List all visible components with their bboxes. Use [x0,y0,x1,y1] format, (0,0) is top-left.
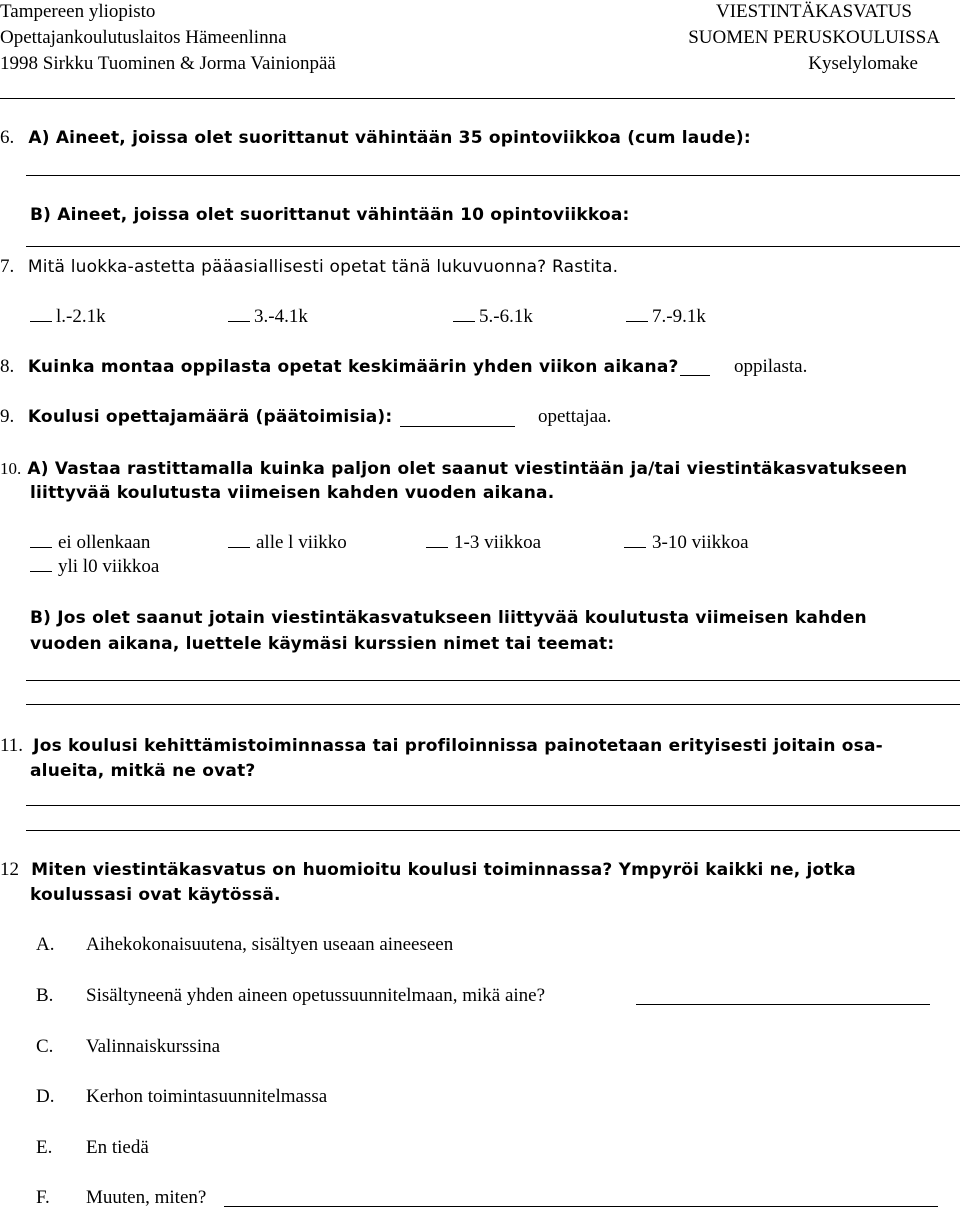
q6-number: 6. [0,127,15,148]
q7-option[interactable]: 5.-6.1k [453,305,533,329]
q10-b-answer-line[interactable] [26,704,960,705]
q10-b-answer-line[interactable] [26,680,960,681]
q12-option-letter[interactable]: F. [36,1187,50,1208]
q12-option-letter[interactable]: E. [36,1137,53,1158]
header-department: Opettajankoulutuslaitos Hämeenlinna [0,27,287,48]
q7-option[interactable]: 7.-9.1k [626,305,706,329]
q10-a-text: A) Vastaa rastittamalla kuinka paljon olet saanut viestintään ja/tai viestintäkasvatukseen [27,459,908,479]
q12-option-text: Muuten, miten? [86,1187,207,1208]
checkbox-blank[interactable] [30,546,52,548]
q12-b-answer-blank[interactable] [636,1004,930,1005]
q11-number: 11. [0,735,24,756]
q9-text: Koulusi opettajamäärä (päätoimisia): [27,407,393,427]
q9-unit: opettajaa. [538,406,612,427]
q12-f-answer-blank[interactable] [224,1206,938,1207]
checkbox-blank[interactable] [30,570,52,572]
q11-answer-line[interactable] [26,830,960,831]
q6-a-answer-line[interactable] [26,175,960,176]
q10-a-line2: liittyvää koulutusta viimeisen kahden vuoden aikana. [30,483,555,503]
q10-option[interactable]: 1-3 viikkoa [426,531,541,555]
q10-b-line2: vuoden aikana, luettele käymäsi kurssien nimet tai teemat: [30,634,615,654]
header-doc-type: Kyselylomake [808,53,918,74]
header-rule [0,98,955,99]
q11-line1 [0,734,883,758]
q12-option-text: Kerhon toimintasuunnitelmassa [86,1086,328,1107]
q10-option[interactable]: ei ollenkaan [30,531,150,555]
q12-line2: koulussasi ovat käytössä. [30,885,281,905]
header-authors: 1998 Sirkku Tuominen & Jorma Vainionpää [0,53,336,74]
q12-number: 12 [0,859,19,880]
q8-text: Kuinka montaa oppilasta opetat keskimäärin yhden viikon aikana? [27,357,679,377]
q9-number: 9. [0,406,15,427]
q6-a [0,126,751,150]
checkbox-blank[interactable] [453,320,475,322]
q11-answer-line[interactable] [26,805,960,806]
q12-option-letter[interactable]: C. [36,1036,54,1057]
q7 [0,255,618,279]
q8-number: 8. [0,356,15,377]
q12-option-text: Sisältyneenä yhden aineen opetussuunnitelmaan, mikä aine? [86,985,546,1006]
q12-option-letter[interactable]: B. [36,985,54,1006]
q10-option[interactable]: yli l0 viikkoa [30,555,159,579]
q6-a-text: A) Aineet, joissa olet suorittanut vähintään 35 opintoviikkoa (cum laude): [28,128,751,148]
q10-number: 10. [0,459,22,478]
q6-b-text: B) Aineet, joissa olet suorittanut vähintään 10 opintoviikkoa: [30,205,630,225]
checkbox-blank[interactable] [626,320,648,322]
q11-text: Jos koulusi kehittämistoiminnassa tai profiloinnissa painotetaan erityisesti joitain osa- [33,736,883,756]
q10-b-line1: B) Jos olet saanut jotain viestintäkasvatukseen liittyvää koulutusta viimeisen kahden [30,608,867,628]
checkbox-blank[interactable] [426,546,448,548]
q11-line2: alueita, mitkä ne ovat? [30,761,256,781]
q12-option-letter[interactable]: A. [36,934,55,955]
header-university: Tampereen yliopisto [0,1,156,22]
q12-option-text: Aihekokonaisuutena, sisältyen useaan aineeseen [86,934,454,955]
q7-number: 7. [0,256,15,277]
q9 [0,405,392,429]
q8 [0,355,679,379]
checkbox-blank[interactable] [228,546,250,548]
q12-text: Miten viestintäkasvatus on huomioitu koulusi toiminnassa? Ympyröi kaikki ne, jotka [31,860,856,880]
checkbox-blank[interactable] [30,320,52,322]
q12-option-text: En tiedä [86,1137,149,1158]
q7-text: Mitä luokka-astetta pääasiallisesti opetat tänä lukuvuonna? Rastita. [27,257,619,277]
checkbox-blank[interactable] [228,320,250,322]
q12-option-text: Valinnaiskurssina [86,1036,221,1057]
q10-option[interactable]: 3-10 viikkoa [624,531,749,555]
q9-answer-blank[interactable] [400,426,515,427]
q7-option[interactable]: l.-2.1k [30,305,106,329]
header-subtitle: SUOMEN PERUSKOULUISSA [688,27,940,48]
header-title: VIESTINTÄKASVATUS [716,1,912,22]
q7-option[interactable]: 3.-4.1k [228,305,308,329]
q6-b-answer-line[interactable] [26,246,960,247]
q12-line1 [0,858,856,882]
q10-a-line1 [0,457,907,481]
q12-option-letter[interactable]: D. [36,1086,55,1107]
checkbox-blank[interactable] [624,546,646,548]
q8-answer-blank[interactable] [680,375,710,376]
q10-option[interactable]: alle l viikko [228,531,347,555]
q8-unit: oppilasta. [734,356,808,377]
